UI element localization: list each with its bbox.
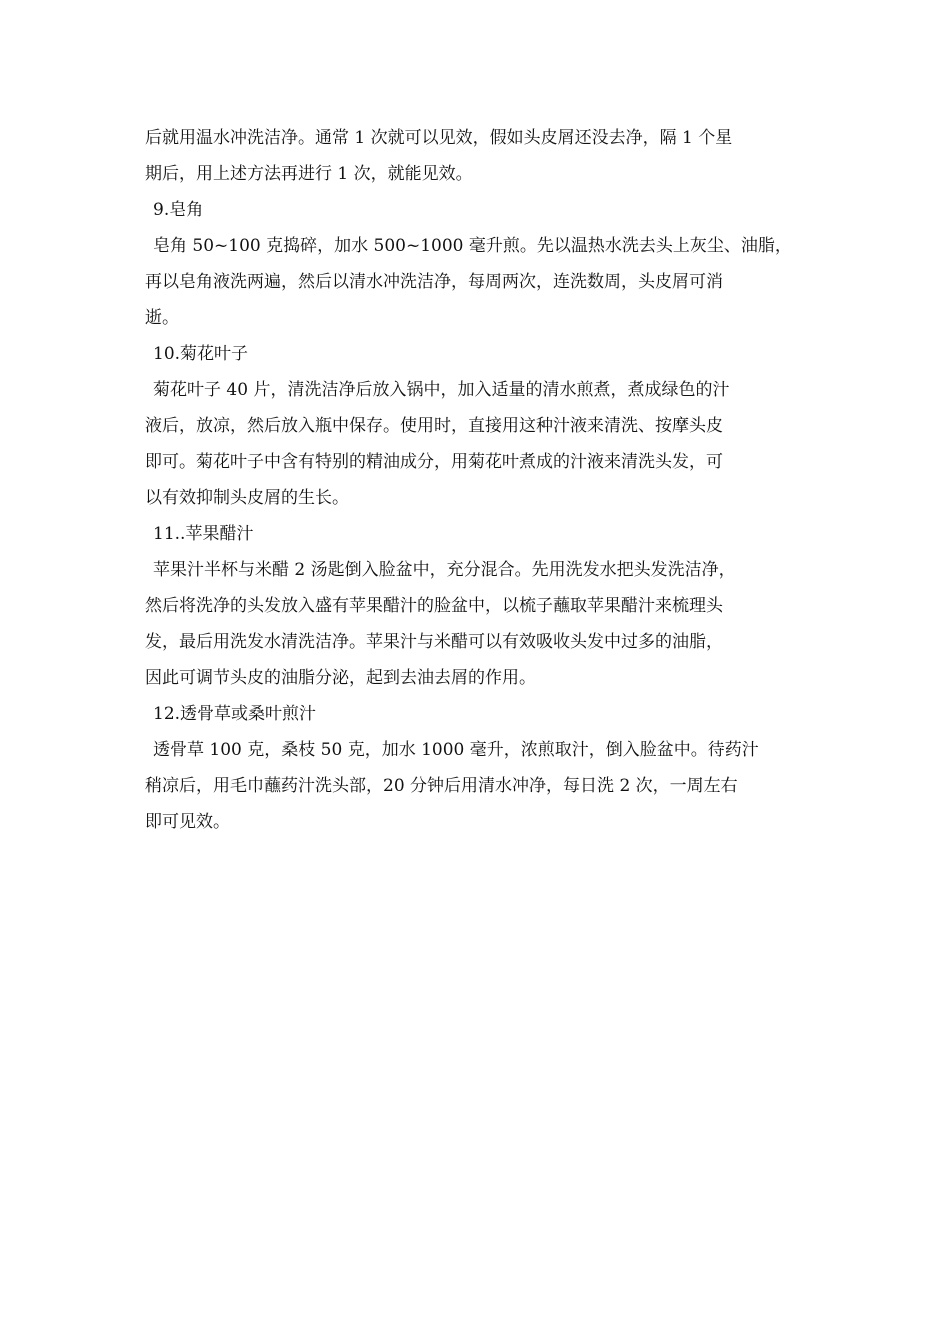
document-body (145, 120, 815, 840)
text-line: 苹果汁半杯与米醋 2 汤匙倒入脸盆中，充分混合。先用洗发水把头发洗洁净， (153, 560, 736, 580)
section-paragraph (145, 228, 815, 336)
text-line: 稍凉后，用毛巾蘸药汁洗头部，20 分钟后用清水冲净，每日洗 2 次，一周左右 (145, 776, 738, 796)
section-heading: 12.透骨草或桑叶煎汁 (153, 704, 317, 724)
text-line: 再以皂角液洗两遍，然后以清水冲洗洁净，每周两次，连洗数周，头皮屑可消 (145, 272, 723, 292)
text-line: 逝。 (145, 308, 179, 328)
text-line: 以有效抑制头皮屑的生长。 (145, 488, 349, 508)
section-paragraph (145, 732, 815, 840)
text-line: 后就用温水冲洗洁净。通常 1 次就可以见效，假如头皮屑还没去净，隔 1 个星 (145, 128, 733, 148)
section-heading: 10.菊花叶子 (153, 344, 249, 364)
section-paragraph (145, 552, 815, 696)
section-heading: 11..苹果醋汁 (153, 524, 254, 544)
text-line: 即可。菊花叶子中含有特别的精油成分，用菊花叶煮成的汁液来清洗头发，可 (145, 452, 723, 472)
text-line: 即可见效。 (145, 812, 230, 832)
section-paragraph (145, 372, 815, 516)
text-line: 皂角 50~100 克捣碎，加水 500~1000 毫升煎。先以温热水洗去头上灰尘、油脂， (153, 236, 792, 256)
text-line: 因此可调节头皮的油脂分泌，起到去油去屑的作用。 (145, 668, 536, 688)
intro-paragraph (145, 120, 815, 192)
text-line: 透骨草 100 克，桑枝 50 克，加水 1000 毫升，浓煎取汁，倒入脸盆中。待药汁 (153, 740, 759, 760)
text-line: 发，最后用洗发水清洗洁净。苹果汁与米醋可以有效吸收头发中过多的油脂， (145, 632, 723, 652)
section-heading: 9.皂角 (153, 200, 204, 220)
text-line: 菊花叶子 40 片，清洗洁净后放入锅中，加入适量的清水煎煮，煮成绿色的汁 (153, 380, 730, 400)
text-line: 期后，用上述方法再进行 1 次，就能见效。 (145, 164, 473, 184)
text-line: 液后，放凉，然后放入瓶中保存。使用时，直接用这种汁液来清洗、按摩头皮 (145, 416, 723, 436)
text-line: 然后将洗净的头发放入盛有苹果醋汁的脸盆中，以梳子蘸取苹果醋汁来梳理头 (145, 596, 723, 616)
